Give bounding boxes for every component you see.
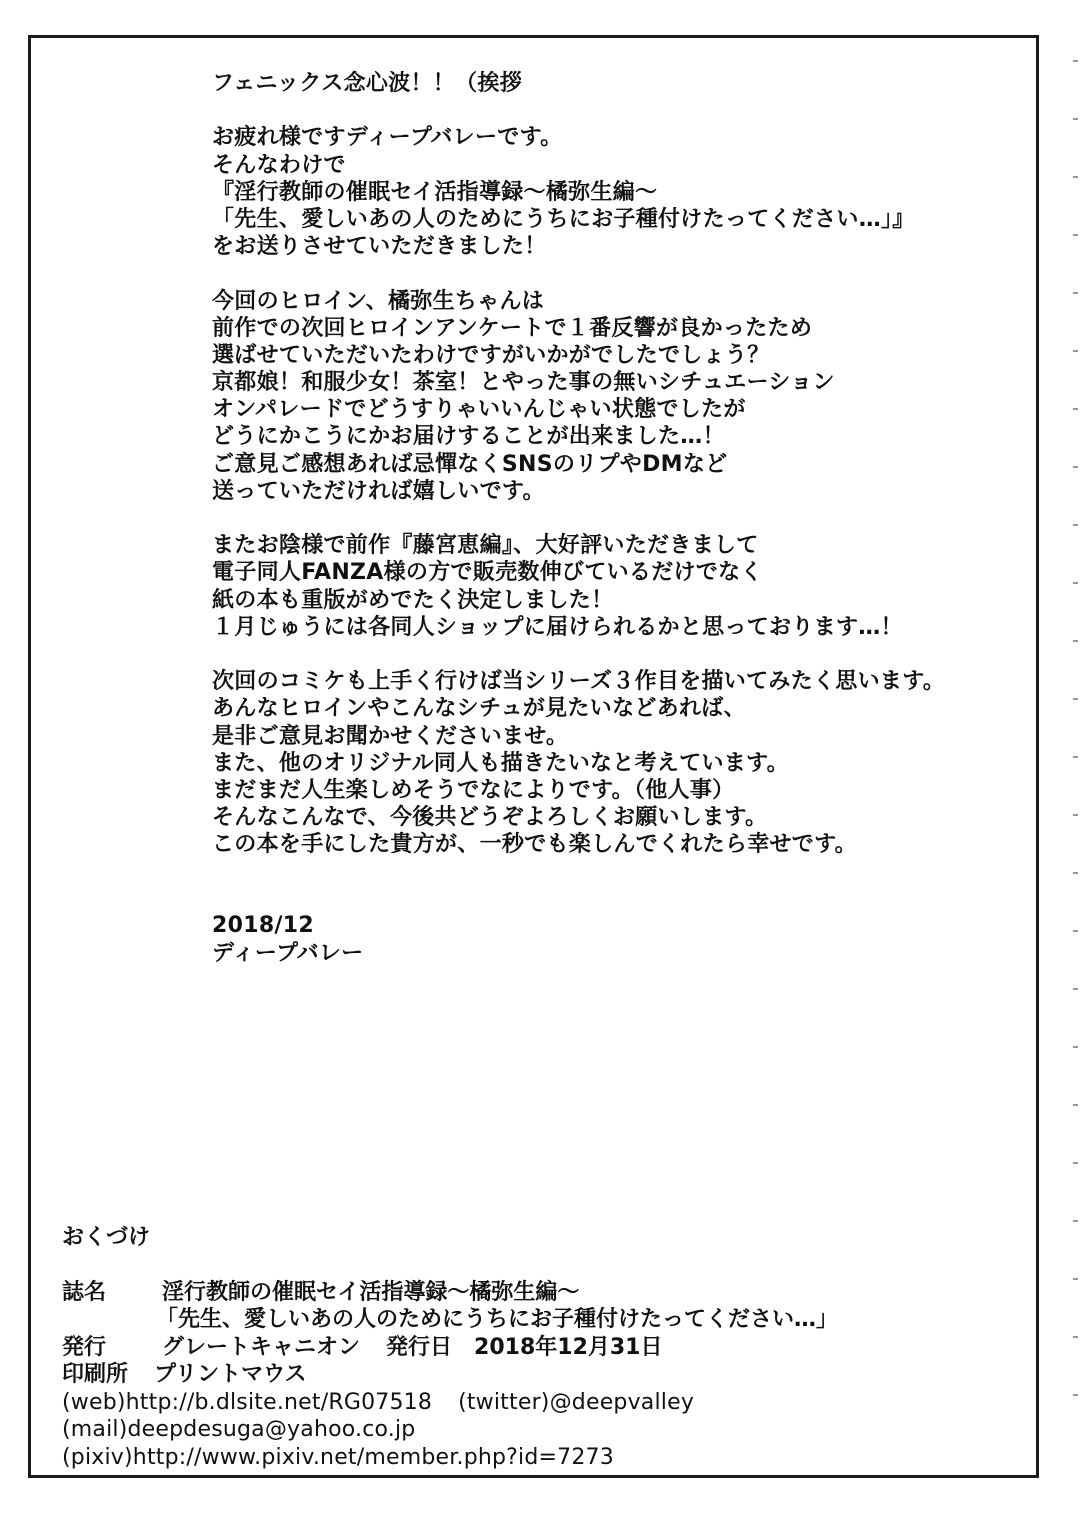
scan-mark: [1073, 60, 1078, 62]
afterword-paragraph: [212, 668, 1012, 858]
text-line: ご意見ご感想あれば忌憚なくSNSのリプやDMなど: [212, 451, 728, 477]
text-line: 今回のヒロイン、橘弥生ちゃんは: [212, 288, 545, 314]
pubdate-value: 2018年12月31日: [474, 1334, 663, 1360]
afterword-paragraph: [212, 124, 1012, 260]
text-line: まだまだ人生楽しめそうでなによりです。（他人事）: [212, 777, 735, 803]
text-line: オンパレードでどうすりゃいいんじゃい状態でしたが: [212, 397, 746, 423]
scan-mark: [1073, 814, 1078, 816]
colophon-title-row: [62, 1279, 1022, 1307]
text-line: お疲れ様ですディープバレーです。: [212, 125, 563, 151]
afterword-paragraph: [212, 70, 1012, 97]
twitter-handle: (twitter)@deepvalley: [458, 1389, 695, 1415]
colophon-web-row: [62, 1389, 1022, 1417]
text-line: またお陰様で前作『藤宮恵編』、大好評いただきまして: [212, 533, 759, 559]
mail-address: (mail)deepdesuga@yahoo.co.jp: [62, 1417, 416, 1442]
scan-mark: [1073, 292, 1078, 294]
pubdate-label: 発行日: [386, 1334, 453, 1360]
colophon-publisher-row: [62, 1334, 1022, 1362]
text-line: あんなヒロインやこんなシチュが見たいなどあれば、: [212, 696, 746, 722]
afterword-paragraph: [212, 532, 1012, 641]
afterword-paragraph: [212, 288, 1012, 506]
text-line: をお送りさせていただきました！: [212, 234, 547, 260]
publisher-name: グレートキャニオン: [162, 1334, 361, 1360]
scan-mark: [1073, 1394, 1078, 1396]
scan-mark: [1073, 1220, 1078, 1222]
text-line: 『淫行教師の催眠セイ活指導録～橘弥生編～: [212, 179, 658, 205]
scan-mark: [1073, 1104, 1078, 1106]
text-line: 送っていただければ嬉しいです。: [212, 478, 545, 504]
text-line: 次回のコミケも上手く行けば当シリーズ３作目を描いてみたく思います。: [212, 669, 946, 695]
web-link: (web)http://b.dlsite.net/RG07518: [62, 1389, 433, 1415]
text-line: そんなこんなで、今後共どうぞよろしくお願いします。: [212, 805, 768, 831]
text-line: 紙の本も重版がめでたく決定しました！: [212, 587, 614, 613]
text-line: 京都娘！和服少女！茶室！とやった事の無いシチュエーション: [212, 370, 835, 396]
scan-mark: [1073, 1162, 1078, 1164]
scan-mark: [1073, 118, 1078, 120]
text-line: １月じゅうには各同人ショップに届けられるかと思っております…！: [212, 614, 903, 640]
author-signature: ディープバレー: [212, 940, 364, 966]
text-line: フェニックス念心波！！（挨拶: [212, 71, 523, 96]
scan-mark: [1073, 756, 1078, 758]
scan-mark: [1073, 234, 1078, 236]
afterword-text: [212, 70, 1012, 994]
scan-mark: [1073, 1046, 1078, 1048]
printer-name: プリントマウス: [154, 1362, 307, 1387]
scan-mark: [1073, 988, 1078, 990]
scan-mark: [1073, 408, 1078, 410]
scan-mark: [1073, 582, 1078, 584]
colophon-pixiv-row: [62, 1444, 1022, 1472]
text-line: どうにかこうにかお届けすることが出来ました…！: [212, 424, 725, 450]
title-label: 誌名: [62, 1279, 107, 1305]
text-line: 前作での次回ヒロインアンケートで１番反響が良かったため: [212, 315, 813, 341]
pixiv-link: (pixiv)http://www.pixiv.net/member.php?id=7273: [62, 1444, 614, 1470]
text-line: 電子同人FANZA様の方で販売数伸びているだけでなく: [212, 560, 763, 586]
text-line: この本を手にした貴方が、一秒でも楽しんでくれたら幸せです。: [212, 832, 857, 858]
printer-label: 印刷所: [62, 1362, 129, 1387]
colophon-title-row-2: [62, 1306, 1022, 1334]
colophon-mail-row: [62, 1416, 1022, 1444]
book-title-line2: 「先生、愛しいあの人のためにうちにお子種付けたってください…」: [156, 1307, 839, 1332]
text-line: 是非ご意見お聞かせくださいませ。: [212, 723, 569, 749]
scan-mark: [1073, 1336, 1078, 1338]
text-line: そんなわけで: [212, 152, 346, 178]
afterword-date: 2018/12: [212, 913, 314, 939]
signature-block: [212, 912, 1012, 966]
scan-mark: [1073, 176, 1078, 178]
scan-mark: [1073, 640, 1078, 642]
colophon-heading: おくづけ: [62, 1225, 151, 1250]
scan-mark: [1073, 350, 1078, 352]
text-line: また、他のオリジナル同人も描きたいなと考えています。: [212, 750, 789, 776]
scan-mark: [1073, 930, 1078, 932]
colophon-printer-row: [62, 1361, 1022, 1389]
publisher-label: 発行: [62, 1334, 107, 1360]
scan-mark: [1073, 872, 1078, 874]
scan-mark: [1073, 524, 1078, 526]
colophon: [62, 1224, 1022, 1471]
text-line: 「先生、愛しいあの人のためにうちにお子種付けたってください…」』: [212, 206, 915, 232]
scan-mark: [1073, 466, 1078, 468]
page-edge-marks: [1070, 0, 1080, 1528]
scan-mark: [1073, 1278, 1078, 1280]
text-line: 選ばせていただいたわけですがいかがでしたでしょう？: [212, 342, 770, 368]
scan-mark: [1073, 698, 1078, 700]
book-title-line1: 淫行教師の催眠セイ活指導録～橘弥生編～: [162, 1279, 580, 1305]
